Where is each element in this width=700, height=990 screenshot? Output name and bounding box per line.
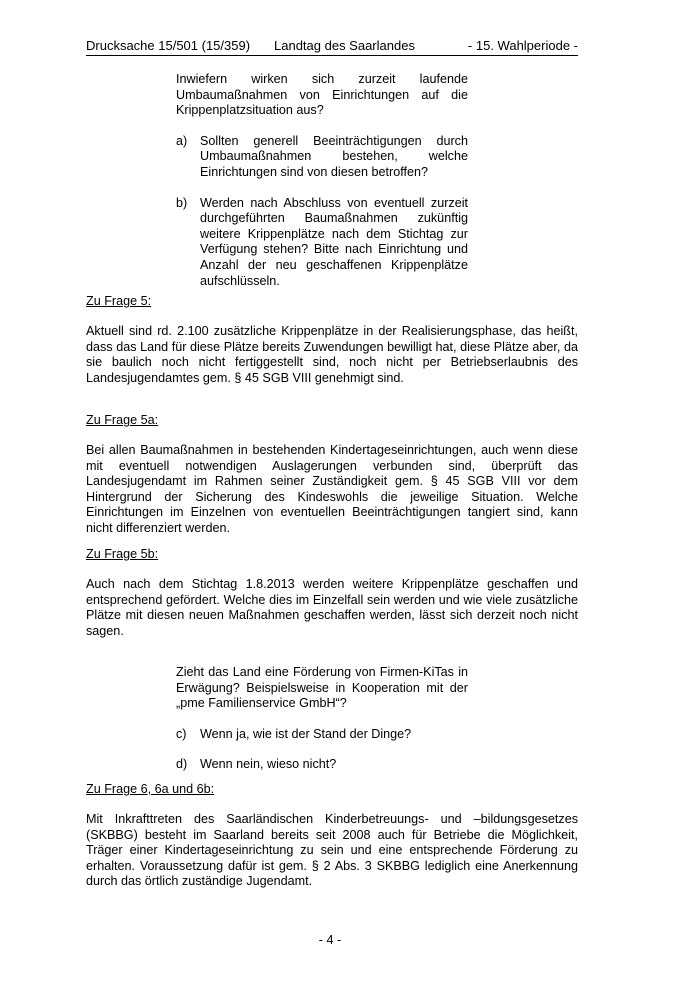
page-number: - 4 - xyxy=(318,933,342,947)
question-6d-text: Wenn nein, wieso nicht? xyxy=(200,757,337,772)
answer-5-heading: Zu Frage 5: xyxy=(86,294,152,308)
question-6d xyxy=(176,757,468,773)
question-6c xyxy=(176,727,468,743)
question-5b xyxy=(176,196,468,290)
answer-5b-text: Auch nach dem Stichtag 1.8.2013 werden weitere Krippenplätze geschaffen und entsprechend gefördert. Welche dies im Einzelfall sein werden und wie viele zusätzliche Plätze mit diesen neuen Maßnahmen geschaffen werden, lässt sich derzeit noch nicht sagen. xyxy=(86,577,578,638)
question-5b-label: b) xyxy=(176,195,188,210)
answer-6-heading: Zu Frage 6, 6a und 6b: xyxy=(86,782,215,796)
answer-5b-heading: Zu Frage 5b: xyxy=(86,547,159,561)
legislative-period: - 15. Wahlperiode - xyxy=(467,38,578,53)
answer-5a-heading: Zu Frage 5a: xyxy=(86,413,159,427)
question-5a-text: Sollten generell Beeinträchtigungen durch Umbaumaßnahmen bestehen, welche Einrichtungen sind von diesen betroffen? xyxy=(200,133,468,179)
question-5a xyxy=(176,134,468,181)
question-6 xyxy=(176,665,468,773)
question-5-intro: Inwiefern wirken sich zurzeit laufende Umbaumaßnahmen von Einrichtungen auf die Krippenplatzsituation aus? xyxy=(176,72,468,118)
question-6d-label: d) xyxy=(176,757,188,772)
parliament-name: Landtag des Saarlandes xyxy=(274,38,415,53)
question-5 xyxy=(176,72,468,289)
page-header xyxy=(86,38,578,56)
question-5a-label: a) xyxy=(176,133,188,148)
question-5b-text: Werden nach Abschluss von eventuell zurzeit durchgeführten Baumaßnahmen zukünftig weitere Krippenplätze nach dem Stichtag zur Verfügung stehen? Bitte nach Einrichtung und Anzahl der neu geschaffenen Krippenplätze aufschlüsseln. xyxy=(200,195,468,288)
question-6c-label: c) xyxy=(176,726,187,741)
answer-5-text: Aktuell sind rd. 2.100 zusätzliche Krippenplätze in der Realisierungsphase, das heißt, dass das Land für diese Plätze bereits Zuwendungen bewilligt hat, diese Plätze aber, da sie baulich noch nicht fertiggestellt sind, noch nicht per Betriebserlaubnis des Landesjugendamtes gem. § 45 SGB VIII genehmigt sind. xyxy=(86,324,578,385)
question-6-intro: Zieht das Land eine Förderung von Firmen-KiTas in Erwägung? Beispielsweise in Kooperation mit der „pme Familienservice GmbH“? xyxy=(176,665,468,711)
answer-6-text: Mit Inkrafttreten des Saarländischen Kinderbetreuungs- und –bildungsgesetzes (SKBBG) besteht im Saarland bereits seit 2008 auch für Betriebe die Möglichkeit, Träger einer Kindertageseinrichtung zu sein und eine entsprechende Förderung zu erhalten. Voraussetzung dafür ist gem. § 2 Abs. 3 SKBBG lediglich eine Anerkennung durch das örtlich zuständige Jugendamt. xyxy=(86,812,578,889)
document-number: Drucksache 15/501 (15/359) xyxy=(86,38,251,53)
question-6c-text: Wenn ja, wie ist der Stand der Dinge? xyxy=(200,726,412,741)
answer-5a-text: Bei allen Baumaßnahmen in bestehenden Kindertageseinrichtungen, auch wenn diese mit eventuell notwendigen Auslagerungen verbunden sind, überprüft das Landesjugendamt im Rahmen seiner Zuständigkeit gem. § 45 SGB VIII vor dem Hintergrund der Sicherung des Kindeswohls die jeweilige Situation. Welche Einrichtungen im Einzelnen von eventuellen Beeinträchtigungen tangiert sind, kann nicht differenziert werden. xyxy=(86,443,578,535)
